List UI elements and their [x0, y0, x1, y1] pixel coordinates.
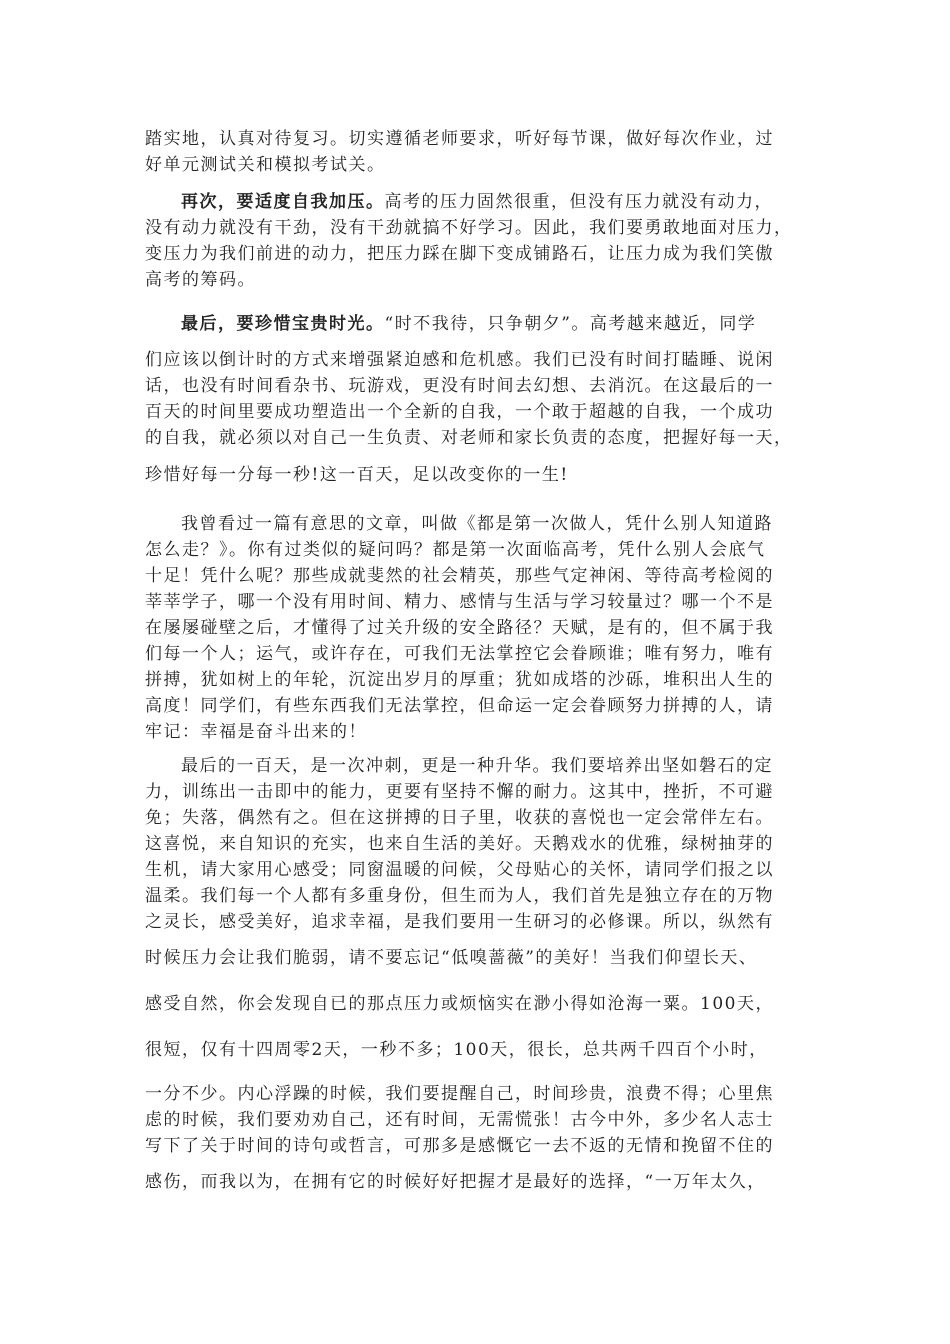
- text-line: [145, 564, 774, 588]
- line-text: 生机，请大家用心感受；同窗温暖的问候，父母贴心的关怀，请同学们报之以: [145, 860, 774, 880]
- text-line: [145, 858, 774, 882]
- line-text: “时不我待，只争朝夕”。高考越来越近，同学: [384, 314, 757, 334]
- text-line: [145, 268, 256, 292]
- line-text: 们应该以倒计时的方式来增强紧迫感和危机感。我们已没有时间打瞌睡、说闲: [145, 350, 774, 370]
- text-line: [145, 832, 774, 856]
- line-text: 温柔。我们每一个人都有多重身份，但生而为人，我们首先是独立存在的万物: [145, 886, 774, 906]
- text-line: [145, 348, 774, 372]
- text-line: [145, 946, 757, 970]
- text-line: [145, 426, 793, 450]
- line-text: 踏实地，认真对待复习。切实遵循老师要求，听好每节课，做好每次作业，过: [145, 129, 774, 149]
- text-line: [145, 1108, 774, 1132]
- line-text: 虑的时候，我们要劝劝自己，还有时间，无需慌张！古今中外，多少名人志士: [145, 1110, 774, 1130]
- line-text: 怎么走？》。你有过类似的疑问吗？都是第一次面临高考，凭什么别人会底气: [145, 540, 766, 560]
- line-text: 高度！同学们，有些东西我们无法掌控，但命运一定会眷顾努力拼搏的人，请: [145, 696, 774, 716]
- text-line: [145, 1082, 774, 1106]
- text-line: [181, 312, 756, 336]
- line-text: 这喜悦，来自知识的充实，也来自生活的美好。天鹅戏水的优雅，绿树抽芽的: [145, 834, 774, 854]
- text-line: [145, 642, 774, 666]
- text-line: [145, 694, 774, 718]
- line-text: 十足！凭什么呢？那些成就斐然的社会精英，那些气定神闲、等待高考检阅的: [145, 566, 774, 586]
- line-text: 感伤，而我以为，在拥有它的时候好好把握才是最好的选择，“一万年太久，: [145, 1172, 766, 1192]
- text-line: [145, 400, 774, 424]
- text-line: [181, 190, 773, 214]
- line-text: 好单元测试关和模拟考试关。: [145, 155, 386, 175]
- line-text: 免；失落，偶然有之。但在这拼搏的日子里，收获的喜悦也一定会常伴左右。: [145, 808, 774, 828]
- text-line: [145, 884, 774, 908]
- text-line: [181, 754, 773, 778]
- text-line: [145, 374, 774, 398]
- line-text: 之灵长，感受美好，追求幸福，是我们要用一生研习的必修课。所以，纵然有: [145, 912, 774, 932]
- text-line: [145, 463, 569, 487]
- text-line: [145, 720, 367, 744]
- line-text: 们每一个人；运气，或许存在，可我们无法掌控它会眷顾谁；唯有努力，唯有: [145, 644, 774, 664]
- text-line: [145, 806, 774, 830]
- line-text: 牢记：幸福是奋斗出来的！: [145, 722, 367, 742]
- text-line: [145, 590, 774, 614]
- text-line: [145, 1134, 774, 1158]
- text-line: [145, 242, 774, 266]
- text-line: [145, 910, 774, 934]
- text-line: [181, 512, 773, 536]
- text-line: [145, 780, 774, 804]
- bold-lead: 最后，要珍惜宝贵时光。: [181, 314, 385, 334]
- line-text: 感受自然，你会发现自已的那点压力或烦恼实在渺小得如沧海一粟。100天，: [145, 994, 774, 1014]
- line-text: 话，也没有时间看杂书、玩游戏，更没有时间去幻想、去消沉。在这最后的一: [145, 376, 774, 396]
- line-text: 变压力为我们前进的动力，把压力踩在脚下变成铺路石，让压力成为我们笑傲: [145, 244, 774, 264]
- line-text: 很短，仅有十四周零2天，一秒不多；100天，很长，总共两千四百个小时，: [145, 1040, 768, 1060]
- line-text: 最后的一百天，是一次冲刺，更是一种升华。我们要培养出坚如磐石的定: [181, 756, 773, 776]
- text-line: [145, 1170, 766, 1194]
- text-line: [145, 616, 774, 640]
- line-text: 没有动力就没有干劲，没有干劲就搞不好学习。因此，我们要勇敢地面对压力，: [145, 218, 793, 238]
- text-line: [145, 992, 774, 1016]
- line-text: 拼搏，犹如树上的年轮，沉淀出岁月的厚重；犹如成塔的沙砾，堆积出人生的: [145, 670, 774, 690]
- line-text: 力，训练出一击即中的能力，更要有坚持不懈的耐力。这其中，挫折，不可避: [145, 782, 774, 802]
- bold-lead: 再次，要适度自我加压。: [181, 192, 385, 212]
- text-line: [145, 1038, 768, 1062]
- line-text: 高考的筹码。: [145, 270, 256, 290]
- line-text: 百天的时间里要成功塑造出一个全新的自我，一个敢于超越的自我，一个成功: [145, 402, 774, 422]
- text-line: [145, 538, 766, 562]
- line-text: 时候压力会让我们脆弱，请不要忘记“低嗅蔷薇”的美好！当我们仰望长天、: [145, 948, 758, 968]
- line-text: 一分不少。内心浮躁的时候，我们要提醒自己，时间珍贵，浪费不得；心里焦: [145, 1084, 774, 1104]
- text-line: [145, 127, 774, 151]
- text-line: [145, 668, 774, 692]
- line-text: 高考的压力固然很重，但没有压力就没有动力，: [384, 192, 773, 212]
- line-text: 在屡屡碰壁之后，才懂得了过关升级的安全路径？天赋，是有的，但不属于我: [145, 618, 774, 638]
- text-line: [145, 216, 793, 240]
- line-text: 莘莘学子，哪一个没有用时间、精力、感情与生活与学习较量过？哪一个不是: [145, 592, 774, 612]
- line-text: 写下了关于时间的诗句或哲言，可那多是感慨它一去不返的无情和挽留不住的: [145, 1136, 774, 1156]
- line-text: 我曾看过一篇有意思的文章，叫做《都是第一次做人，凭什么别人知道路: [181, 514, 773, 534]
- line-text: 的自我，就必须以对自己一生负责、对老师和家长负责的态度，把握好每一天，: [145, 428, 793, 448]
- line-text: 珍惜好每一分每一秒!这一百天，足以改变你的一生!: [145, 465, 569, 485]
- text-line: [145, 153, 386, 177]
